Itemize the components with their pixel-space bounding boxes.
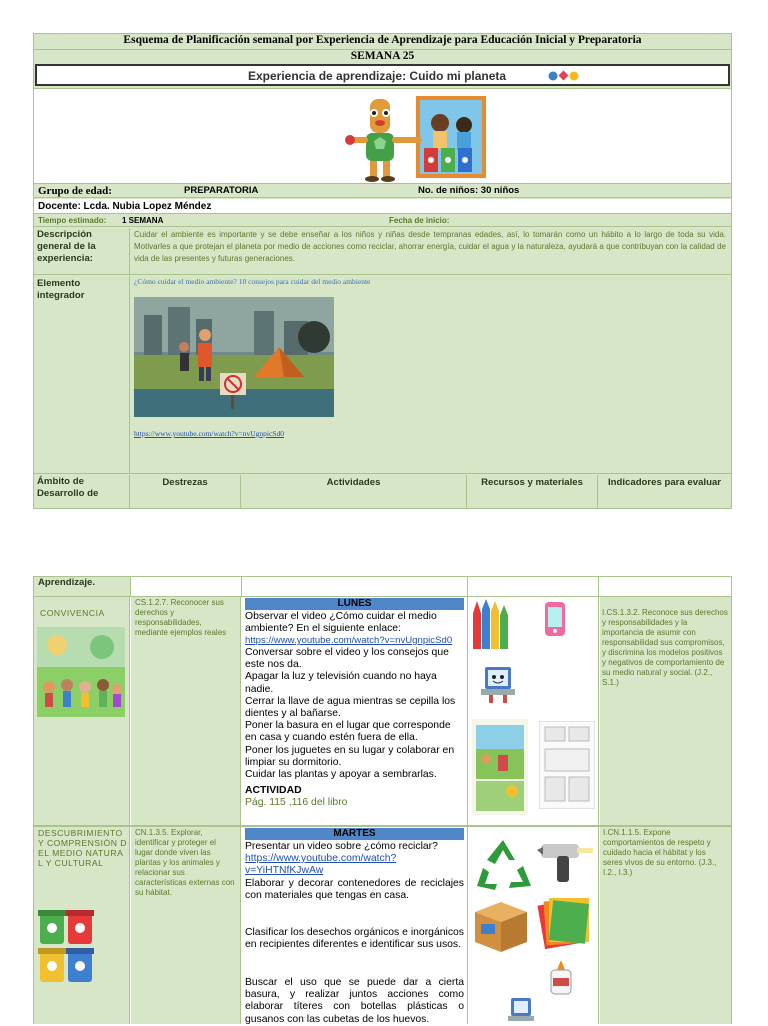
- glue-bottle-icon: [543, 958, 579, 998]
- time-label: Tiempo estimado:: [38, 216, 107, 225]
- experience-label: Experiencia de aprendizaje:: [248, 69, 407, 83]
- recursos-cell: [469, 597, 599, 825]
- indicador-cell: [600, 826, 731, 1024]
- textbook-page-icon: [472, 719, 528, 815]
- activity-heading: ACTIVIDAD: [245, 785, 302, 796]
- recursos-cell: [469, 826, 599, 1024]
- ambito-cell: [34, 597, 130, 825]
- phone-toy-icon: [544, 601, 566, 637]
- week-label: SEMANA 25: [33, 49, 732, 62]
- ambito-label: CONVIVENCIA: [40, 608, 105, 618]
- age-group-value: PREPARATORIA: [184, 185, 259, 196]
- activity-steps: Conversar sobre el video y los consejos que este nos da. Apagar la luz y televisión cuando no haya nadie. Cerrar la llave de agua mientras se cepilla los dientes y al bañarse. Poner la basura en el lugar que corresponde en casa y cuando estén fuera de ella. Poner los juguetes en su lugar y colaborar en limpiar su dormitorio. Cuidar las plantas y apoyar a sembrarlas.: [245, 647, 456, 781]
- children-count: No. de niños: 30 niños: [418, 185, 520, 196]
- laptop-mascot-icon: [479, 663, 519, 705]
- time-row: [34, 215, 731, 227]
- integrator-row: [34, 276, 731, 474]
- activity-link[interactable]: https://www.youtube.com/watch?v=YiHTNfKJwAw: [245, 853, 397, 877]
- destreza-cell: [131, 597, 241, 825]
- teacher-name: Docente: Lcda. Nubia Lopez Méndez: [38, 201, 212, 212]
- description-row: [34, 228, 731, 275]
- worksheet-icon: [539, 721, 595, 809]
- column-header-continuation: [33, 576, 732, 597]
- activity-intro: Presentar un video sobre ¿cómo reciclar?: [245, 841, 438, 852]
- actividades-cell: [242, 597, 468, 825]
- col-recursos: Recursos y materiales: [481, 477, 583, 488]
- activity-link[interactable]: https://www.youtube.com/watch?v=nvUgnpicSd0: [245, 635, 453, 646]
- cardboard-boxes-icon: [471, 898, 531, 954]
- day-label-martes: MARTES: [245, 828, 464, 840]
- actividades-cell: [242, 826, 468, 1024]
- destreza-text: CS.1.2.7. Reconocer sus derechos y responsabilidades, mediante ejemplos reales: [135, 598, 227, 637]
- recycling-mascot-illustration: [344, 93, 492, 185]
- time-value: 1 SEMANA: [122, 216, 164, 225]
- crayons-icon: [471, 599, 509, 651]
- age-group-label: Grupo de edad:: [38, 185, 112, 197]
- column-header-row: [34, 475, 731, 509]
- table-row: [33, 826, 732, 1024]
- activity-step-1: Elaborar y decorar contenedores de reciclajes con materiales que tengas en casa.: [245, 878, 464, 902]
- children-playing-illustration: [37, 627, 125, 717]
- indicador-text: I.CN.1.1.5. Expone comportamientos de respeto y cuidado hacia el hábitat y los seres vivos de su entorno. (J.3., I.2., I.3.): [603, 828, 717, 877]
- col-indicadores: Indicadores para evaluar: [607, 477, 722, 488]
- teacher-row: [34, 199, 731, 214]
- experience-banner: [35, 64, 730, 86]
- activity-book-pages: Pág. 115 ,116 del libro: [245, 797, 348, 808]
- day-label-lunes: LUNES: [245, 598, 464, 610]
- description-label: Descripción general de la experiencia:: [37, 229, 96, 264]
- table-row: [33, 597, 732, 826]
- laptop-mascot-icon: [507, 996, 537, 1024]
- start-date-label: Fecha de inicio:: [389, 216, 450, 225]
- shapes-icon: [548, 70, 580, 82]
- activity-intro: Observar el video ¿Cómo cuidar el medio ambiente? En el siguiente enlace:: [245, 611, 437, 635]
- glue-gun-icon: [537, 838, 595, 888]
- recycle-symbol-icon: [473, 836, 533, 894]
- ambito-label: DESCUBRIMIENTO Y COMPRENSIÓN DEL MEDIO NATURAL Y CULTURAL: [38, 828, 127, 868]
- indicador-cell: [600, 597, 731, 825]
- age-group-row: [34, 184, 731, 198]
- destreza-cell: [131, 826, 241, 1024]
- col-ambito-cont: Aprendizaje.: [38, 577, 96, 588]
- indicador-text: I.CS.1.3.2. Reconoce sus derechos y responsabilidades y la importancia de asumir con responsabilidad sus compromisos, y discrimina los modelos positivos y negativos de comportamiento de su medio natural y social. (J.2., S.1.): [602, 608, 728, 687]
- integrator-video-title: ¿Cómo cuidar el medio ambiente? 10 consejos para cuidar del medio ambiente: [134, 277, 371, 286]
- description-text: Cuidar el ambiente es importante y se debe enseñar a los niños y niñas desde tempranas edades, así, lo tomarán como un hábito a lo largo de toda su vida. Motivarles a que protejan el planeta por medio de acciones como reciclar, ahorrar energía, cuidar el agua y la naturaleza, ayudará a que contribuyan con la calidad de vida de las presentes y futuras generaciones.: [134, 230, 726, 263]
- col-destrezas: Destrezas: [162, 477, 208, 488]
- activity-step-2: Clasificar los desechos orgánicos e inorgánicos en recipientes diferentes e identificar sus usos.: [245, 927, 464, 951]
- experience-name: Cuido mi planeta: [409, 69, 507, 83]
- video-thumbnail[interactable]: [134, 297, 334, 417]
- document-title: Esquema de Planificación semanal por Experiencia de Aprendizaje para Educación Inicial y Preparatoria: [123, 34, 642, 46]
- integrator-video-link[interactable]: https://www.youtube.com/watch?v=nvUgnpicSd0: [134, 429, 284, 438]
- destreza-text: CN.1.3.5. Explorar, identificar y proteger el lugar donde viven las plantas y los animales y relacionar sus características externas con su hábitat.: [135, 828, 235, 897]
- recycle-bins-illustration: [38, 910, 94, 984]
- integrator-label: Elemento integrador: [37, 278, 85, 301]
- col-ambito: Ámbito de Desarrollo de: [37, 476, 99, 499]
- ambito-cell: [34, 826, 130, 1024]
- header-illustration-cell: [34, 88, 731, 184]
- col-actividades: Actividades: [326, 477, 381, 488]
- activity-step-3: Buscar el uso que se puede dar a cierta basura, y realizar juntos acciones como elaborar títeres con botellas plásticas o gusanos con las cubetas de los huevos.: [245, 977, 464, 1025]
- colored-paper-icon: [537, 892, 593, 952]
